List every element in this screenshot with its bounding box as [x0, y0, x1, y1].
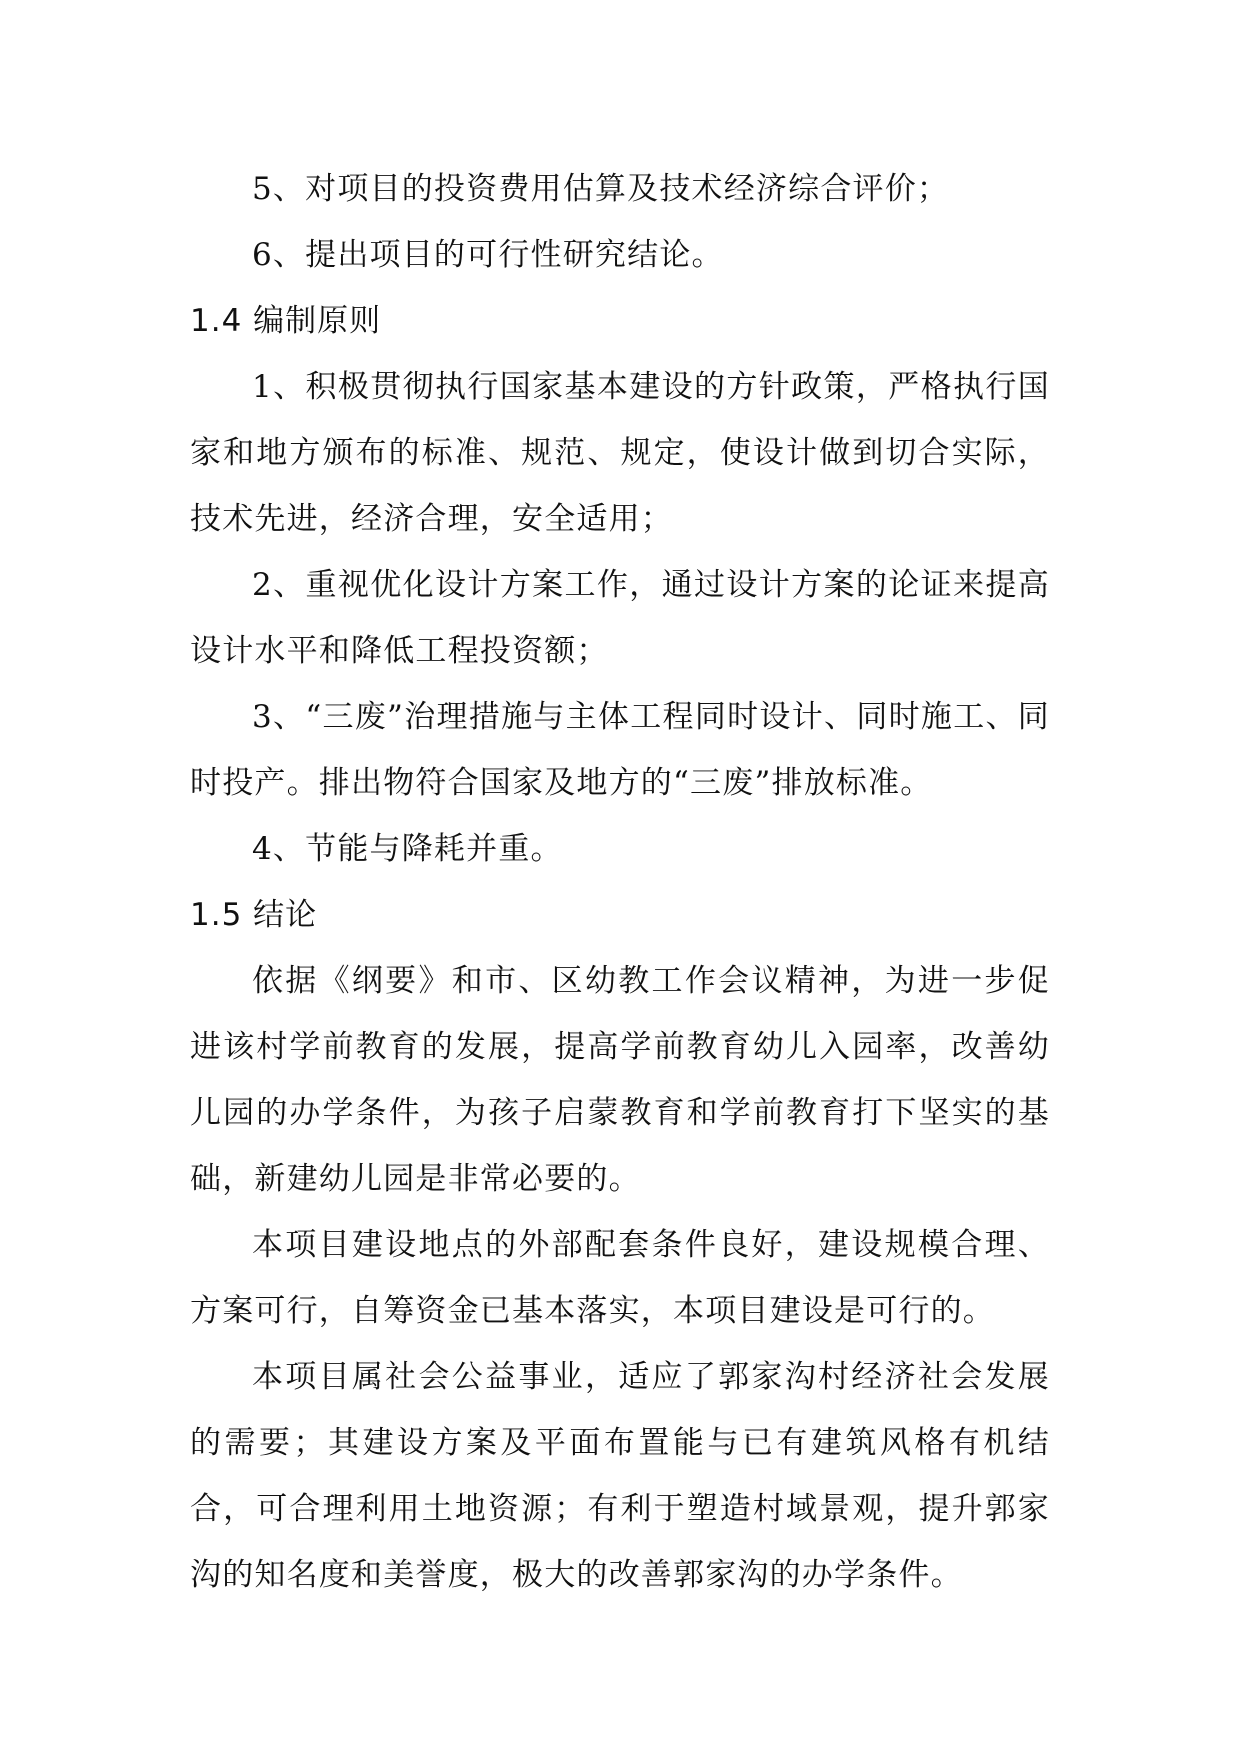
- principle-item-3: 3、“三废”治理措施与主体工程同时设计、同时施工、同时投产。排出物符合国家及地方的“三废”排放标准。: [190, 699, 1050, 801]
- document-body: [190, 156, 1050, 1608]
- conclusion-paragraph-3: 本项目属社会公益事业，适应了郭家沟村经济社会发展的需要；其建设方案及平面布置能与已有建筑风格有机结合，可合理利用土地资源；有利于塑造村域景观，提升郭家沟的知名度和美誉度，极大的改善郭家沟的办学条件。: [190, 1359, 1050, 1593]
- principle-item-2: 2、重视优化设计方案工作，通过设计方案的论证来提高设计水平和降低工程投资额；: [190, 567, 1050, 669]
- principle-item-1: 1、积极贯彻执行国家基本建设的方针政策，严格执行国家和地方颁布的标准、规范、规定，使设计做到切合实际，技术先进，经济合理，安全适用；: [190, 369, 1050, 537]
- list-item-5: 5、对项目的投资费用估算及技术经济综合评价；: [252, 171, 950, 207]
- conclusion-paragraph-2: 本项目建设地点的外部配套条件良好，建设规模合理、方案可行，自筹资金已基本落实，本项目建设是可行的。: [190, 1227, 1050, 1329]
- section-heading-1-4: 1.4 编制原则: [190, 303, 382, 339]
- list-item-6: 6、提出项目的可行性研究结论。: [252, 237, 724, 273]
- conclusion-paragraph-1: 依据《纲要》和市、区幼教工作会议精神，为进一步促进该村学前教育的发展，提高学前教育幼儿入园率，改善幼儿园的办学条件，为孩子启蒙教育和学前教育打下坚实的基础，新建幼儿园是非常必要的。: [190, 963, 1050, 1197]
- principle-item-4: 4、节能与降耗并重。: [252, 831, 563, 867]
- section-heading-1-5: 1.5 结论: [190, 897, 318, 933]
